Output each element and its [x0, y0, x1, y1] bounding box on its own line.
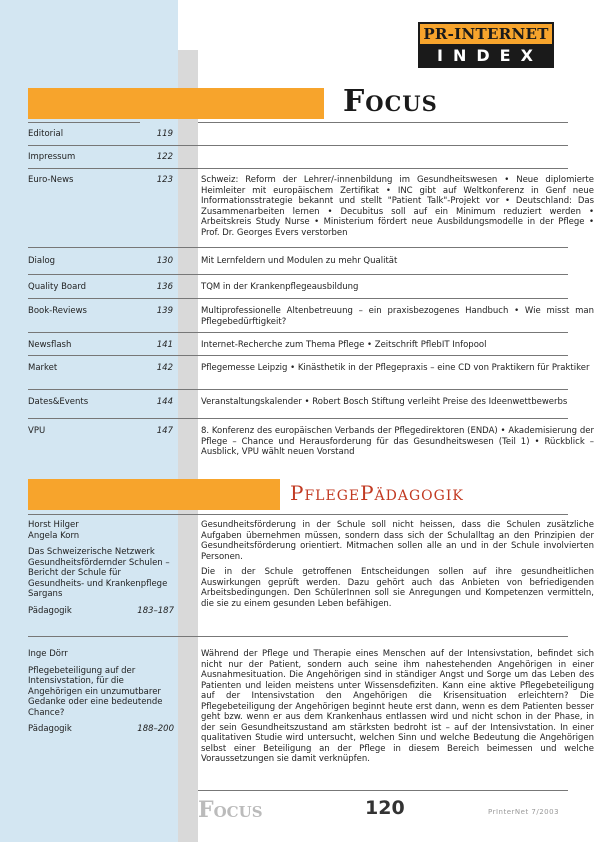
toc-page: 136: [156, 282, 173, 292]
logo-top-text: PR-INTERNET: [418, 22, 554, 44]
toc-label: Newsflash: [28, 340, 72, 350]
footer-section-label: Focus: [198, 797, 263, 823]
toc-label: Euro-News: [28, 175, 74, 185]
toc-rule: [28, 298, 568, 299]
article-abstract-paragraph: Die in der Schule getroffenen Entscheidungen sollen auf ihre gesundheitlichen Auswirkungen geprüft werden. Dazu gehört auch das Anbieten von befriedigenden Arbeitsbedingungen. Den SchülerInnen soll sie Anregungen und Kompetenzen vermitteln, die sie zu einem gesunden Leben befähigen.: [201, 567, 594, 609]
toc-rule: [28, 145, 568, 146]
toc-label: Impressum: [28, 152, 76, 162]
article-section: Pädagogik: [28, 605, 72, 616]
toc-page: 119: [156, 129, 173, 139]
toc-desc: Internet-Recherche zum Thema Pflege • Zeitschrift PflebIT Infopool: [201, 340, 487, 350]
toc-desc: Veranstaltungskalender • Robert Bosch Stiftung verleiht Preise des Ideenwettbewerbs: [201, 397, 568, 407]
focus-section-title: Focus: [343, 84, 438, 119]
toc-rule: [28, 274, 568, 275]
article-authors: Inge Dörr: [28, 649, 68, 659]
toc-page: 147: [156, 426, 173, 436]
pflege-orange-bar: [28, 479, 280, 510]
pflege-section-title: PflegePädagogik: [290, 481, 464, 505]
toc-rule: [28, 247, 568, 248]
article-section: Pädagogik: [28, 724, 72, 734]
toc-desc: Mit Lernfeldern und Modulen zu mehr Qualität: [201, 256, 398, 266]
article-abstract-paragraph: Während der Pflege und Therapie eines Menschen auf der Intensivstation, befindet sich nicht nur der Patient, sondern auch seine ihm nahestehenden Angehörigen in einer Ausnahmesituation. Die Angehörigen sind in ständiger Angst und Sorge um das Leben des Patienten und leiden meistens unter Wissensdefiziten. Kann eine aktive Pflegebeteiligung auf der Intensivstation den Angehörigen die Krisensituation erleichtern? Die Pflegebeteiligung der Angehörigen beginnt heute erst dann, wenn es dem Patienten besser geht bzw. wenn er aus dem Krankenhaus entlassen wird und nicht schon in der Phase, in der sein Gesundheitszustand am stärksten bedroht ist – auf der Intensivstation. In einer qualitativen Studie wird untersucht, welchen Sinn und welche Bedeutung die Angehörigen selbst einer Beteiligung an der Pflege in diesem Bereich beimessen und welche Voraussetzungen sie damit verknüpfen.: [201, 649, 594, 764]
toc-label: Editorial: [28, 129, 64, 139]
article-pages: 183–187: [137, 605, 174, 616]
article-page-ref: [28, 724, 174, 735]
article-pages: 188–200: [137, 724, 174, 734]
toc-label: Market: [28, 363, 58, 373]
article-meta: [28, 649, 174, 735]
toc-desc: Schweiz: Reform der Lehrer/-innenbildung im Gesundheitswesen • Neue diplomierte Heimleiter mit europäischem Zertifikat • INC gibt auf Weltkonferenz in Genf neue Informationsstrategie bekannt und stellt "Patient Talk"-Projekt vor • Deutschland: Das Zusammenarbeiten lernen • Decubitus soll auf ein Minimum reduziert werden • Arbeitskreis Study Nurse • Ministerium fördert neue Ausbildungsmodelle in der Pflege • Prof. Dr. Georges Evers verstorben: [201, 175, 594, 238]
toc-page: 141: [156, 340, 173, 350]
toc-rule: [28, 332, 568, 333]
toc-page: 130: [156, 256, 173, 266]
article-rule: [28, 636, 568, 637]
toc-page: 122: [156, 152, 173, 162]
toc-rule: [28, 418, 568, 419]
toc-label: VPU: [28, 426, 46, 436]
toc-label: Dates&Events: [28, 397, 89, 407]
footer-rule: [198, 790, 568, 791]
article-abstract: [201, 520, 594, 614]
article-abstract: [201, 649, 594, 770]
toc-rule: [198, 122, 568, 123]
toc-rule: [28, 168, 568, 169]
toc-label: Dialog: [28, 256, 56, 266]
toc-desc: Multiprofessionelle Altenbetreuung – ein praxisbezogenes Handbuch • Wie misst man Pflegebedürftigkeit?: [201, 306, 594, 327]
logo-bottom-text: INDEX: [418, 44, 554, 68]
article-meta: [28, 520, 174, 616]
article-abstract-paragraph: Gesundheitsförderung in der Schule soll nicht heissen, dass die Schulen zusätzliche Aufgaben übernehmen müssen, sondern dass sich der Schulalltag an den Prinzipien der Gesundheitsförderung orientiert. Mitmachen sollen alle an und in der Schule involvierten Personen.: [201, 520, 594, 562]
footer-page-number: 120: [365, 797, 405, 819]
toc-desc: 8. Konferenz des europäischen Verbands der Pflegedirektoren (ENDA) • Akademisierung der Pflege – Chance und Herausforderung für das Gesundheitswesen (Teil 1) • Rückblick – Ausblick, VPU wählt neuen Vorstand: [201, 426, 594, 457]
toc-page: 123: [156, 175, 173, 185]
toc-label: Quality Board: [28, 282, 87, 292]
article-page-ref: [28, 606, 174, 617]
footer-publication: PrInterNet 7/2003: [488, 808, 560, 816]
toc-desc: Pflegemesse Leipzig • Kinästhetik in der Pflegepraxis – eine CD von Praktikern für Praktiker: [201, 363, 590, 373]
toc-rule: [28, 355, 568, 356]
article-title: Pflegebeteiligung auf der Intensivstation, für die Angehörigen ein unzumutbarer Gedanke oder eine bedeutende Chance?: [28, 665, 163, 718]
focus-orange-bar: [28, 88, 324, 119]
toc-rule: [28, 122, 140, 123]
pr-internet-logo: [418, 22, 554, 68]
toc-page: 139: [156, 306, 173, 316]
article-title: Das Schweizerische Netzwerk Gesundheitsfördernder Schulen – Bericht der Schule für Gesundheits- und Krankenpflege Sargans: [28, 547, 170, 599]
toc-page: 142: [156, 363, 173, 373]
toc-rule: [28, 389, 568, 390]
toc-desc: TQM in der Krankenpflegeausbildung: [201, 282, 359, 292]
article-authors: Horst Hilger Angela Korn: [28, 520, 80, 541]
article-rule: [28, 514, 568, 515]
toc-page: 144: [156, 397, 173, 407]
toc-label: Book-Reviews: [28, 306, 87, 316]
